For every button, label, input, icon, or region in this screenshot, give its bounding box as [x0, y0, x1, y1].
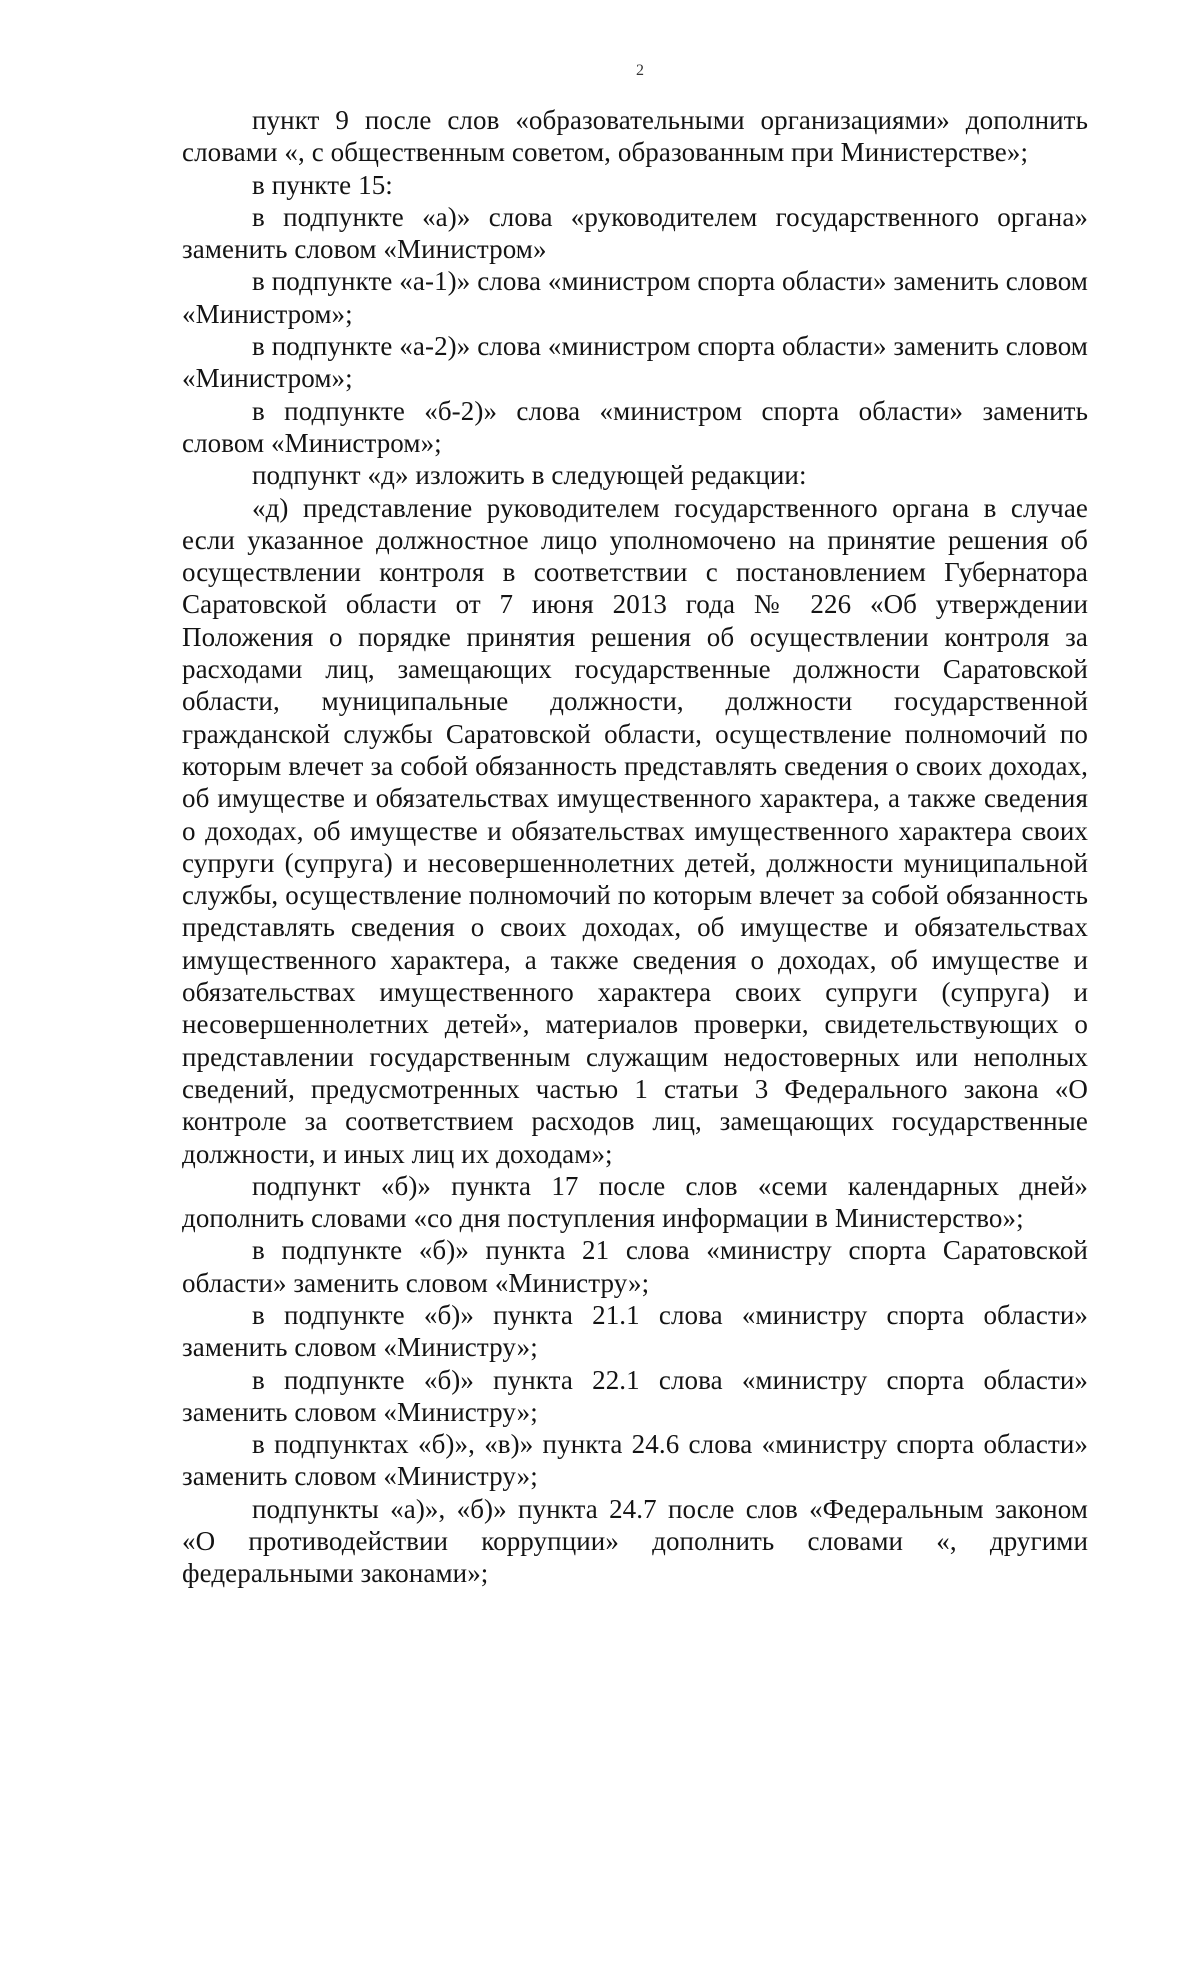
paragraph-item-21-1: в подпункте «б)» пункта 21.1 слова «министру спорта области» заменить словом «Министру»;	[182, 1299, 1088, 1363]
paragraph-item-17: подпункт «б)» пункта 17 после слов «семи календарных дней» дополнить словами «со дня поступления информации в Министерство»;	[182, 1170, 1088, 1234]
paragraph-subitem-a: в подпункте «а)» слова «руководителем государственного органа» заменить словом «Министром»	[182, 201, 1088, 265]
paragraph-subitem-d-intro: подпункт «д» изложить в следующей редакции:	[252, 460, 807, 491]
paragraph-item-21: в подпункте «б)» пункта 21 слова «министру спорта Саратовской области» заменить словом «Министру»;	[182, 1235, 1088, 1298]
paragraph-item-9: пункт 9 после слов «образовательными организациями» дополнить словами «, с общественным советом, образованным при Министерстве»;	[182, 105, 1088, 168]
paragraph-subitem-a2: в подпункте «а-2)» слова «министром спорта области» заменить словом «Министром»;	[182, 331, 1088, 394]
page-number: 2	[636, 62, 644, 79]
document-body	[182, 104, 1088, 1590]
paragraph-item-24-6: в подпунктах «б)», «в)» пункта 24.6 слова «министру спорта области» заменить словом «Министру»;	[182, 1429, 1088, 1492]
paragraph-subitem-b2: в подпункте «б-2)» слова «министром спорта области» заменить словом «Министром»;	[182, 395, 1088, 458]
paragraph-item-24-7: подпункты «а)», «б)» пункта 24.7 после слов «Федеральным законом «О противодействии коррупции» дополнить словами «, другими федеральными законами»;	[182, 1493, 1088, 1589]
paragraph-subitem-d-text: «д) представление руководителем государственного органа в случае если указанное должностное лицо уполномочено на принятие решения об осуществлении контроля в соответствии с постановлением Губернатора Саратовской области от 7 июня 2013 года № 226 «Об утверждении Положения о порядке принятия решения об осуществлении контроля за расходами лиц, замещающих государственные должности Саратовской области, муниципальные должности, должности государственной гражданской службы Саратовской области, осуществление полномочий по которым влечет за собой обязанность представлять сведения о своих доходах, об имуществе и обязательствах имущественного характера, а также сведения о доходах, об имуществе и обязательствах имущественного характера своих супруги (супруга) и несовершеннолетних детей, должности муниципальной службы, осуществление полномочий по которым влечет за собой обязанность представлять сведения о своих доходах, об имуществе и обязательствах имущественного характера, а также сведения о доходах, об имуществе и обязательствах имущественного характера своих супруги (супруга) и несовершеннолетних детей», материалов проверки, свидетельствующих о представлении государственным служащим недостоверных или неполных сведений, предусмотренных частью 1 статьи 3 Федерального закона «О контроле за соответствием расходов лиц, замещающих государственные должности, и иных лиц их доходам»;	[182, 492, 1088, 1169]
paragraph-item-22-1: в подпункте «б)» пункта 22.1 слова «министру спорта области» заменить словом «Министру»;	[182, 1364, 1088, 1427]
paragraph-item-15-header: в пункте 15:	[252, 169, 393, 200]
paragraph-subitem-a1: в подпункте «а-1)» слова «министром спорта области» заменить словом «Министром»;	[182, 266, 1088, 329]
